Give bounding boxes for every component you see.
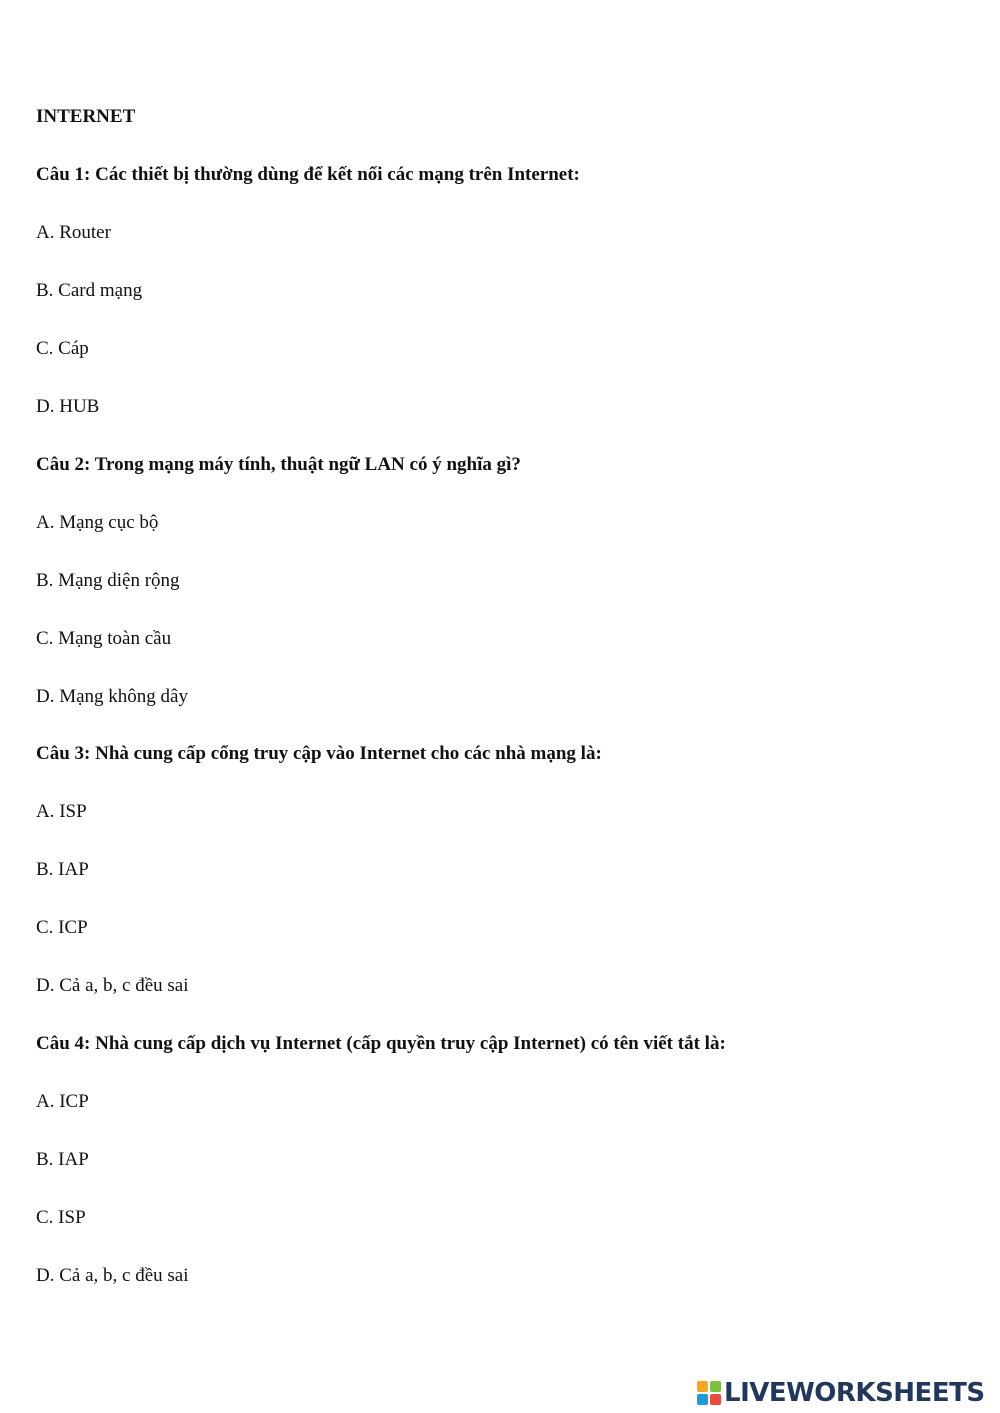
question-1-option-c: C. Cáp bbox=[36, 338, 89, 359]
liveworksheets-logo-icon bbox=[697, 1381, 721, 1405]
logo-square-4 bbox=[710, 1394, 721, 1405]
document-title: INTERNET bbox=[36, 106, 136, 127]
logo-square-2 bbox=[710, 1381, 721, 1392]
question-1-option-b: B. Card mạng bbox=[36, 280, 143, 301]
logo-square-1 bbox=[697, 1381, 708, 1392]
question-2-option-c: C. Mạng toàn cầu bbox=[36, 628, 172, 649]
liveworksheets-watermark bbox=[697, 1378, 985, 1408]
question-3-option-a: A. ISP bbox=[36, 801, 87, 822]
question-3-option-c: C. ICP bbox=[36, 917, 88, 938]
question-2-option-b: B. Mạng diện rộng bbox=[36, 570, 180, 591]
question-2-option-a: A. Mạng cục bộ bbox=[36, 512, 159, 533]
question-1-prompt: Câu 1: Các thiết bị thường dùng để kết nối các mạng trên Internet: bbox=[36, 164, 580, 185]
question-4-prompt: Câu 4: Nhà cung cấp dịch vụ Internet (cấp quyền truy cập Internet) có tên viết tắt là: bbox=[36, 1033, 726, 1054]
question-3-option-b: B. IAP bbox=[36, 859, 89, 880]
watermark-text: LIVEWORKSHEETS bbox=[724, 1378, 985, 1408]
question-4-option-a: A. ICP bbox=[36, 1091, 89, 1112]
question-3-option-d: D. Cả a, b, c đều sai bbox=[36, 975, 189, 996]
question-2-option-d: D. Mạng không dây bbox=[36, 686, 188, 707]
question-1-option-a: A. Router bbox=[36, 222, 111, 243]
question-3-prompt: Câu 3: Nhà cung cấp cổng truy cập vào Internet cho các nhà mạng là: bbox=[36, 743, 602, 764]
question-2-prompt: Câu 2: Trong mạng máy tính, thuật ngữ LAN có ý nghĩa gì? bbox=[36, 454, 521, 475]
logo-square-3 bbox=[697, 1394, 708, 1405]
question-4-option-b: B. IAP bbox=[36, 1149, 89, 1170]
question-4-option-d: D. Cả a, b, c đều sai bbox=[36, 1265, 189, 1286]
question-4-option-c: C. ISP bbox=[36, 1207, 86, 1228]
question-1-option-d: D. HUB bbox=[36, 396, 100, 417]
